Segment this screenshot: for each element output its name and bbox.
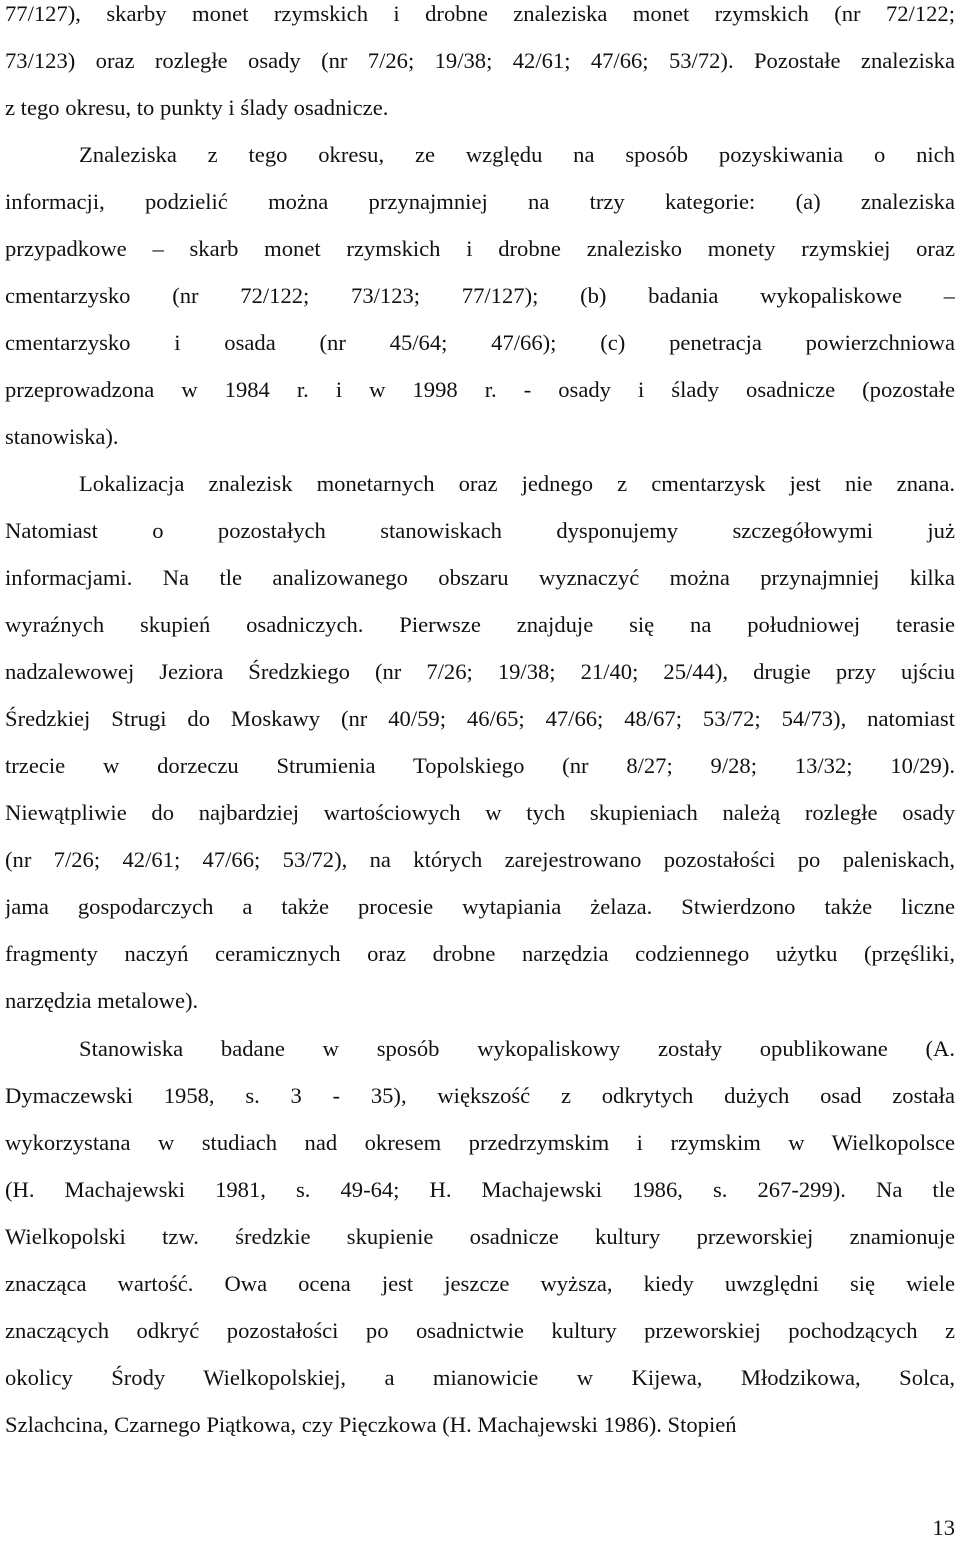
text-line: Średzkiej Strugi do Moskawy (nr 40/59; 46/65; 47/66; 48/67; 53/72; 54/73), natomiast xyxy=(5,706,955,731)
text-line: 73/123) oraz rozległe osady (nr 7/26; 19/38; 42/61; 47/66; 53/72). Pozostałe znaleziska xyxy=(5,48,955,73)
text-line: (nr 7/26; 42/61; 47/66; 53/72), na których zarejestrowano pozostałości po paleniskach, xyxy=(5,847,955,872)
text-line: jama gospodarczych a także procesie wytapiania żelaza. Stwierdzono także liczne xyxy=(5,894,955,919)
text-line: informacji, podzielić można przynajmniej na trzy kategorie: (a) znaleziska xyxy=(5,189,955,214)
text-line: Niewątpliwie do najbardziej wartościowych w tych skupieniach należą rozległe osady xyxy=(5,800,955,825)
text-line: nadzalewowej Jeziora Średzkiego (nr 7/26; 19/38; 21/40; 25/44), drugie przy ujściu xyxy=(5,659,955,684)
text-line: Natomiast o pozostałych stanowiskach dysponujemy szczegółowymi już xyxy=(5,518,955,543)
text-line: Stanowiska badane w sposób wykopaliskowy zostały opublikowane (A. xyxy=(79,1036,955,1061)
text-line: wykorzystana w studiach nad okresem przedrzymskim i rzymskim w Wielkopolsce xyxy=(5,1130,955,1155)
text-line: trzecie w dorzeczu Strumienia Topolskiego (nr 8/27; 9/28; 13/32; 10/29). xyxy=(5,753,955,778)
paragraph-3 xyxy=(5,470,955,1034)
paragraph-4 xyxy=(5,1035,955,1458)
text-line: znaczących odkryć pozostałości po osadnictwie kultury przeworskiej pochodzących z xyxy=(5,1318,955,1343)
text-line: przeprowadzona w 1984 r. i w 1998 r. - osady i ślady osadnicze (pozostałe xyxy=(5,377,955,402)
text-line: Szlachcina, Czarnego Piątkowa, czy Pięczkowa (H. Machajewski 1986). Stopień xyxy=(5,1412,737,1437)
text-line: stanowiska). xyxy=(5,424,119,449)
text-line: fragmenty naczyń ceramicznych oraz drobne narzędzia codziennego użytku (przęśliki, xyxy=(5,941,955,966)
page-number: 13 xyxy=(932,1515,955,1540)
text-line: cmentarzysko (nr 72/122; 73/123; 77/127); (b) badania wykopaliskowe – xyxy=(5,283,955,308)
text-line: informacjami. Na tle analizowanego obszaru wyznaczyć można przynajmniej kilka xyxy=(5,565,955,590)
text-line: Wielkopolski tzw. średzkie skupienie osadnicze kultury przeworskiej znamionuje xyxy=(5,1224,955,1249)
paragraph-2 xyxy=(5,141,955,470)
text-line: narzędzia metalowe). xyxy=(5,988,199,1013)
text-line: wyraźnych skupień osadniczych. Pierwsze znajduje się na południowej terasie xyxy=(5,612,955,637)
text-line: z tego okresu, to punkty i ślady osadnicze. xyxy=(5,95,389,120)
text-line: 77/127), skarby monet rzymskich i drobne znaleziska monet rzymskich (nr 72/122; xyxy=(5,1,955,26)
text-line: Dymaczewski 1958, s. 3 - 35), większość z odkrytych dużych osad została xyxy=(5,1083,955,1108)
text-line: (H. Machajewski 1981, s. 49-64; H. Machajewski 1986, s. 267-299). Na tle xyxy=(5,1177,955,1202)
text-line: okolicy Środy Wielkopolskiej, a mianowicie w Kijewa, Młodzikowa, Solca, xyxy=(5,1365,955,1390)
text-line: Znaleziska z tego okresu, ze względu na sposób pozyskiwania o nich xyxy=(79,142,955,167)
text-line: cmentarzysko i osada (nr 45/64; 47/66); (c) penetracja powierzchniowa xyxy=(5,330,955,355)
paragraph-1 xyxy=(5,0,955,141)
text-line: Lokalizacja znalezisk monetarnych oraz jednego z cmentarzysk jest nie znana. xyxy=(79,471,955,496)
text-line: znacząca wartość. Owa ocena jest jeszcze wyższa, kiedy uwzględni się wiele xyxy=(5,1271,955,1296)
text-line: przypadkowe – skarb monet rzymskich i drobne znalezisko monety rzymskiej oraz xyxy=(5,236,955,261)
